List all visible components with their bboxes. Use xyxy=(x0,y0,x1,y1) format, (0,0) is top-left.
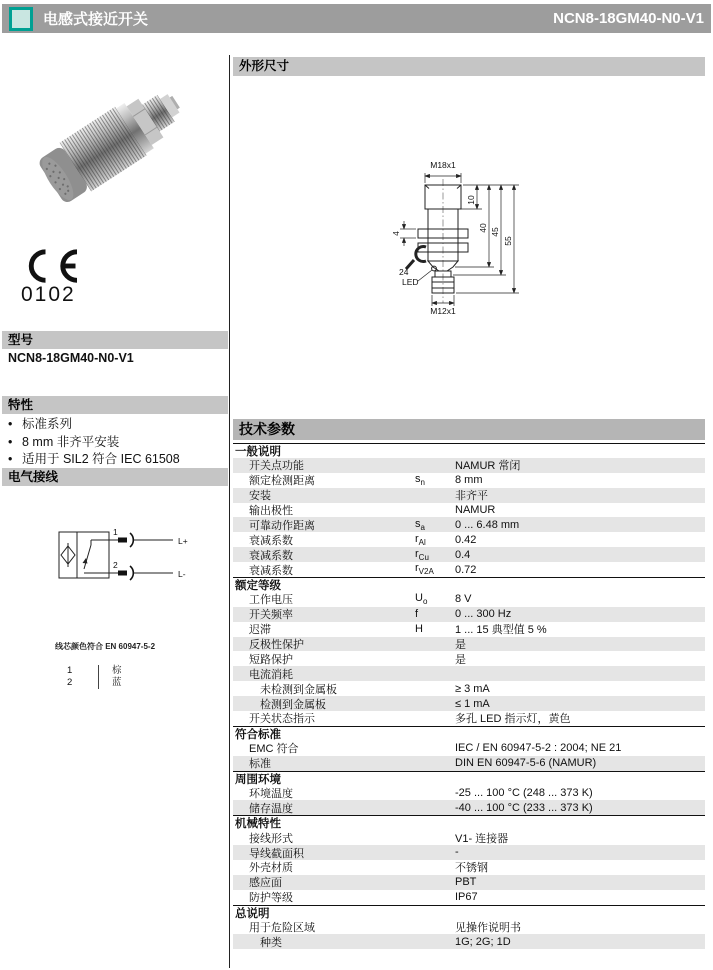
param-label: 衰减系数 xyxy=(249,549,293,562)
header-model-number: NCN8-18GM40-N0-V1 xyxy=(553,10,704,27)
table-row xyxy=(233,711,705,726)
table-section-header: 一般说明 xyxy=(233,443,705,458)
param-label: 用于危险区域 xyxy=(249,921,315,934)
param-symbol: $r_{V2A}$ xyxy=(415,562,434,577)
param-value: IP67 xyxy=(455,891,478,904)
param-symbol: H xyxy=(415,623,423,636)
param-value: ≥ 3 mA xyxy=(455,682,490,695)
table-row xyxy=(233,473,705,488)
legend-pin: 1 xyxy=(67,665,73,676)
param-label: 开关状态指示 xyxy=(249,713,315,726)
tech-table xyxy=(233,443,705,949)
param-value: 8 V xyxy=(455,593,472,606)
param-label: 电流消耗 xyxy=(249,668,293,681)
param-value: 8 mm xyxy=(455,474,483,487)
param-label: 开关点功能 xyxy=(249,460,304,473)
param-value: 1G; 2G; 1D xyxy=(455,935,511,948)
feature-text: 标准系列 xyxy=(22,417,73,431)
table-row xyxy=(233,890,705,905)
table-row xyxy=(233,681,705,696)
param-label: 防护等级 xyxy=(249,892,293,905)
param-value: 0.72 xyxy=(455,563,477,576)
param-label: 储存温度 xyxy=(249,802,293,815)
led-label: LED xyxy=(402,277,419,287)
param-value: 多孔 LED 指示灯，黄色 xyxy=(455,713,571,726)
feature-item xyxy=(8,416,180,434)
param-label: 额定检测距离 xyxy=(249,475,315,488)
param-label: 迟滞 xyxy=(249,624,271,637)
param-value: - xyxy=(455,846,459,859)
bullet-icon: • xyxy=(8,452,13,466)
table-row xyxy=(233,622,705,637)
feature-text: 8 mm 非齐平安装 xyxy=(22,434,120,449)
table-row xyxy=(233,800,705,815)
table-row xyxy=(233,532,705,547)
table-row xyxy=(233,592,705,607)
wire-color-legend xyxy=(55,641,155,689)
table-row xyxy=(233,920,705,935)
table-section-header: 符合标准 xyxy=(233,726,705,741)
param-label: 衰减系数 xyxy=(249,534,293,547)
section-title-wiring: 电气接线 xyxy=(2,468,228,486)
param-value: 是 xyxy=(455,639,466,652)
param-value: -40 ... 100 °C (233 ... 373 K) xyxy=(455,801,593,814)
param-label: 外壳材质 xyxy=(249,862,293,875)
param-label: 工作电压 xyxy=(249,594,293,607)
dimension-drawing xyxy=(385,155,610,317)
param-symbol: $r_{Cu}$ xyxy=(415,547,429,562)
table-row xyxy=(233,547,705,562)
param-label: 输出极性 xyxy=(249,505,293,518)
param-value: 1 ... 15 典型值 5 % xyxy=(455,624,547,637)
legend-color: 蓝 xyxy=(112,677,122,688)
bullet-icon: • xyxy=(8,434,13,449)
param-label: 环境温度 xyxy=(249,787,293,800)
section-title-tech: 技术参数 xyxy=(233,419,705,440)
param-label: 反极性保护 xyxy=(249,639,304,652)
param-value: 0.4 xyxy=(455,548,471,561)
param-value: 非齐平 xyxy=(455,490,488,503)
terminal-2-label: 2 xyxy=(113,560,118,570)
param-value: 见操作说明书 xyxy=(455,921,521,934)
param-value: PBT xyxy=(455,876,477,889)
legend-row xyxy=(67,677,155,689)
dim-thread-bottom: M12x1 xyxy=(430,306,456,316)
param-value: 是 xyxy=(455,653,466,666)
table-section-header: 额定等级 xyxy=(233,577,705,592)
ce-mark xyxy=(20,248,80,284)
feature-text: 适用于 SIL2 符合 IEC 61508 xyxy=(22,452,180,466)
product-photo xyxy=(28,78,200,206)
table-row xyxy=(233,830,705,845)
feature-item xyxy=(8,434,180,452)
dim-wrench: 24 xyxy=(399,267,409,277)
table-row xyxy=(233,488,705,503)
param-value: IEC / EN 60947-5-2 : 2004; NE 21 xyxy=(455,742,622,755)
feature-item xyxy=(8,451,180,469)
param-symbol: f xyxy=(415,608,419,621)
table-row xyxy=(233,756,705,771)
legend-pin: 2 xyxy=(67,677,73,688)
table-row xyxy=(233,503,705,518)
param-label: 种类 xyxy=(260,936,282,949)
param-label: 开关频率 xyxy=(249,609,293,622)
param-label: 可靠动作距离 xyxy=(249,519,315,532)
terminal-1-label: 1 xyxy=(113,527,118,537)
table-row xyxy=(233,666,705,681)
section-title-features: 特性 xyxy=(2,396,228,414)
param-value: ≤ 1 mA xyxy=(455,697,490,710)
dim-thread-top: M18x1 xyxy=(430,160,456,170)
table-row xyxy=(233,785,705,800)
table-row xyxy=(233,934,705,949)
param-label: 安装 xyxy=(249,490,271,503)
table-row xyxy=(233,696,705,711)
ce-number: 0102 xyxy=(21,283,76,306)
dim-40: 40 xyxy=(478,223,488,233)
bullet-icon: • xyxy=(8,417,13,431)
legend-rows xyxy=(67,665,155,689)
param-label: 标准 xyxy=(249,758,271,771)
legend-title: 线芯颜色符合 EN 60947-5-2 xyxy=(55,642,156,651)
column-divider xyxy=(229,55,230,968)
table-row xyxy=(233,517,705,532)
param-symbol: $s_n$ xyxy=(415,473,425,488)
table-row xyxy=(233,637,705,652)
param-label: 导线截面积 xyxy=(249,847,304,860)
param-label: 接线形式 xyxy=(249,832,293,845)
dim-nut: 4 xyxy=(391,231,401,236)
param-value: NAMUR 常闭 xyxy=(455,460,521,473)
section-title-dimensions: 外形尺寸 xyxy=(233,57,705,76)
param-value: -25 ... 100 °C (248 ... 373 K) xyxy=(455,786,593,799)
l-minus-label: L- xyxy=(178,569,186,579)
param-value: 不锈钢 xyxy=(455,862,488,875)
table-section-header: 总说明 xyxy=(233,905,705,920)
param-value: V1- 连接器 xyxy=(455,832,509,845)
param-symbol: $r_{Al}$ xyxy=(415,532,426,547)
table-section-header: 机械特性 xyxy=(233,815,705,830)
param-label: 感应面 xyxy=(249,877,282,890)
param-symbol: $U_o$ xyxy=(415,592,428,607)
param-value: DIN EN 60947-5-6 (NAMUR) xyxy=(455,757,597,770)
wiring-diagram xyxy=(45,518,215,593)
table-row xyxy=(233,845,705,860)
param-label: 未检测到金属板 xyxy=(260,683,337,696)
page-header xyxy=(2,4,711,33)
table-row xyxy=(233,458,705,473)
table-row xyxy=(233,741,705,756)
param-value: NAMUR xyxy=(455,504,496,516)
brand-square-icon xyxy=(9,7,33,31)
param-symbol: $s_a$ xyxy=(415,517,425,532)
section-title-model: 型号 xyxy=(2,331,228,349)
param-value: 0 ... 300 Hz xyxy=(455,608,512,621)
param-label: 短路保护 xyxy=(249,653,293,666)
model-number: NCN8-18GM40-N0-V1 xyxy=(8,351,134,365)
legend-color: 棕 xyxy=(112,665,122,676)
dim-55: 55 xyxy=(503,236,513,246)
param-label: EMC 符合 xyxy=(249,743,299,756)
table-section-header: 周围环境 xyxy=(233,771,705,786)
param-label: 检测到金属板 xyxy=(260,698,326,711)
dim-10: 10 xyxy=(466,195,476,205)
feature-list xyxy=(8,416,180,469)
l-plus-label: L+ xyxy=(178,536,188,546)
table-row xyxy=(233,651,705,666)
table-row xyxy=(233,860,705,875)
legend-row xyxy=(67,665,155,677)
table-row xyxy=(233,875,705,890)
table-row xyxy=(233,562,705,577)
dim-45: 45 xyxy=(490,227,500,237)
table-row xyxy=(233,607,705,622)
param-value: 0.42 xyxy=(455,533,477,546)
legend-divider xyxy=(98,665,99,689)
param-label: 衰减系数 xyxy=(249,564,293,577)
param-value: 0 ... 6.48 mm xyxy=(455,518,520,531)
product-type-title: 电感式接近开关 xyxy=(43,11,149,28)
